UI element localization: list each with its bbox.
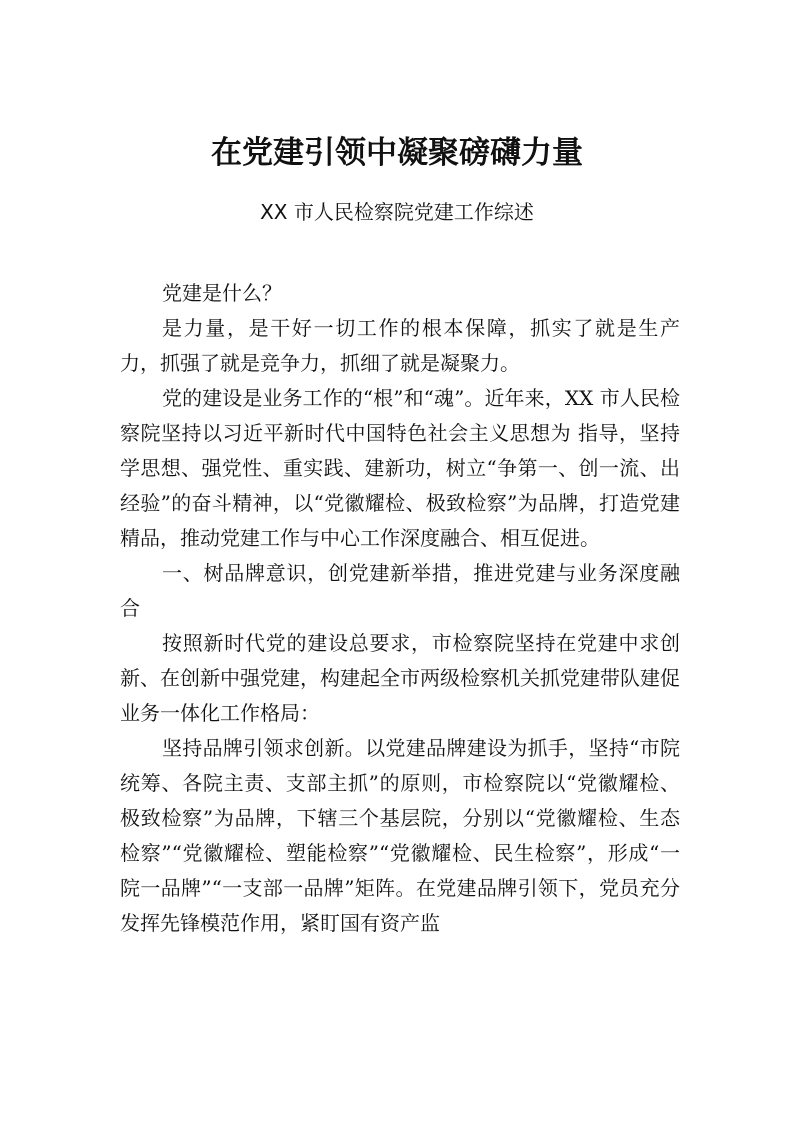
document-body	[120, 276, 680, 941]
paragraph: 按照新时代党的建设总要求，市检察院坚持在党建中求创新、在创新中强党建，构建起全市两级检察机关抓党建带队建促业务一体化工作格局：	[120, 631, 680, 725]
paragraph: 坚持品牌引领求创新。以党建品牌建设为抓手，坚持“市院统筹、各院主责、支部主抓”的原则，市检察院以“党徽耀检、极致检察”为品牌，下辖三个基层院，分别以“党徽耀检、生态检察”“党徽耀检、塑能检察”“党徽耀检、民生检察”，形成“一院一品牌”“一支部一品牌”矩阵。在党建品牌引领下，党员充分发挥先锋模范作用，紧盯国有资产监	[120, 736, 680, 935]
paragraph: 党建是什么？	[162, 281, 282, 305]
paragraph: 党的建设是业务工作的“根”和“魂”。近年来，XX 市人民检察院坚持以习近平新时代中国特色社会主义思想为 指导，坚持学思想、强党性、重实践、建新功，树立“争第一、创一流、出经验”的奋斗精神，以“党徽耀检、极致检察”为品牌，打造党建精品，推动党建工作与中心工作深度融合、相互促进。	[120, 386, 680, 550]
document-subtitle: XX 市人民检察院党建工作综述	[260, 200, 534, 224]
section-heading: 一、树品牌意识，创党建新举措，推进党建与业务深度融合	[120, 561, 680, 620]
paragraph: 是力量，是干好一切工作的根本保障，抓实了就是生产力，抓强了就是竞争力，抓细了就是凝聚力。	[120, 316, 680, 375]
document-title: 在党建引领中凝聚磅礴力量	[211, 135, 583, 171]
